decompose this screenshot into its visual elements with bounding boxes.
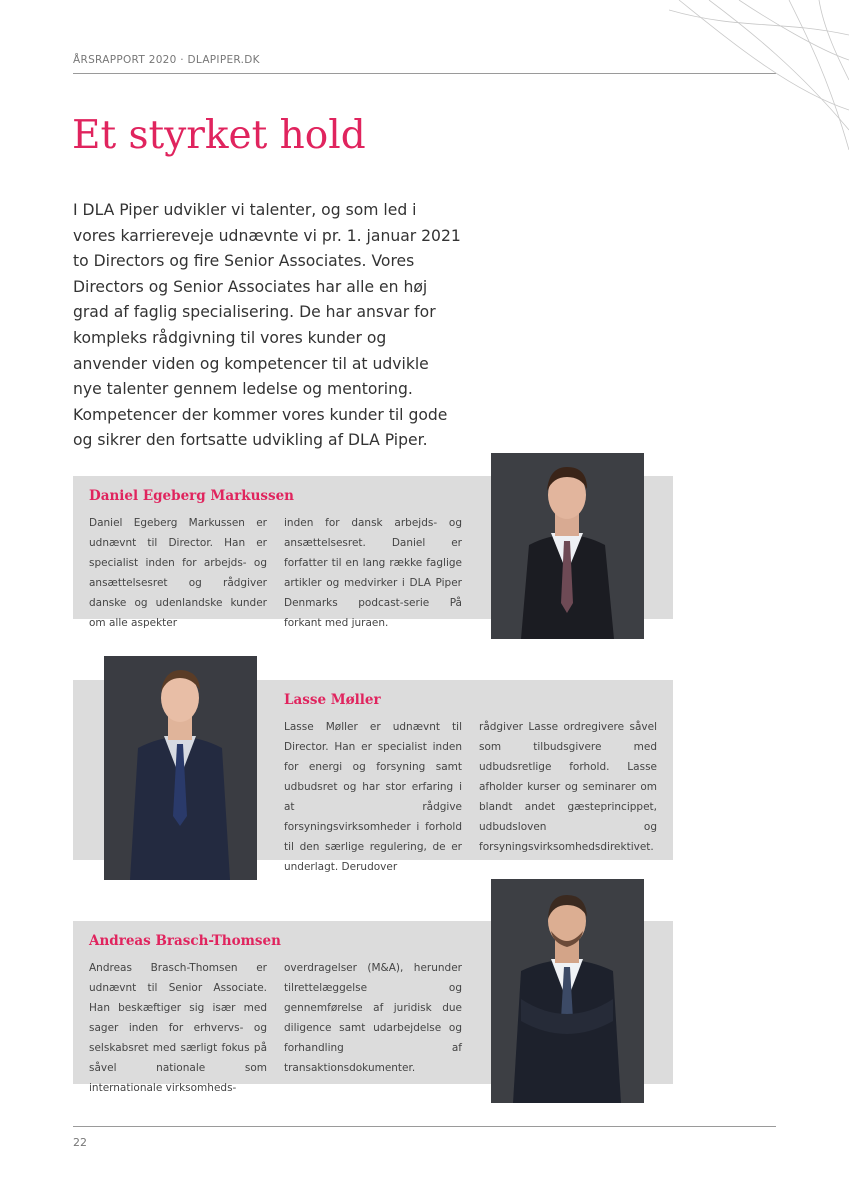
profile-text-col2: overdragelser (M&A), herunder tilrettelæggelse og gennemførelse af juridisk due diligence samt udarbejdelse og forhandling af transaktionsdokumenter. [284,962,462,1074]
profile-text-col2: inden for dansk arbejds- og ansættelsesret. Daniel er forfatter til en lang række faglige artikler og medvirker i DLA Piper Denmarks podcast-serie På forkant med juraen. [284,517,462,629]
page-number: 22 [73,1136,87,1149]
portrait-photo-andreas [491,879,644,1103]
decorative-lines [669,0,849,150]
profile-text-col2: rådgiver Lasse ordregivere såvel som tilbudsgivere med udbudsretlige forhold. Lasse afholder kurser og seminarer om blandt andet gæsteprincippet, udbudsloven og forsyningsvirksomhedsdirektivet. [479,721,657,853]
portrait-photo-daniel [491,453,644,639]
portrait-photo-lasse [104,656,257,880]
profile-name: Daniel Egeberg Markussen [89,488,294,504]
profile-text-col1: Daniel Egeberg Markussen er udnævnt til Director. Han er specialist inden for arbejds- og ansættelsesret og rådgiver danske og udenlandske kunder om alle aspekter [89,517,267,629]
profile-text-col1: Lasse Møller er udnævnt til Director. Han er specialist inden for energi og forsyning samt udbudsret og har stor erfaring i at rådgive forsyningsvirksomheder i forhold til den særlige regulering, de er underlagt. Derudover [284,721,462,873]
intro-paragraph: I DLA Piper udvikler vi talenter, og som led i vores karriereveje udnævnte vi pr. 1. januar 2021 to Directors og fire Senior Associates. Vores Directors og Senior Associates har alle en høj grad af faglig specialisering. De har ansvar for kompleks rådgivning til vores kunder og anvender viden og kompetencer til at udvikle nye talenter gennem ledelse og mentoring. Kompetencer der kommer vores kunder til gode og sikrer den fortsatte udvikling af DLA Piper. [73,201,461,450]
page-title: Et styrket hold [72,113,366,158]
profile-name: Andreas Brasch-Thomsen [89,933,281,949]
running-head: ÅRSRAPPORT 2020 · DLAPIPER.DK [73,54,260,66]
footer-divider [73,1126,776,1127]
profile-text-col1: Andreas Brasch-Thomsen er udnævnt til Senior Associate. Han beskæftiger sig især med sager inden for erhvervs- og selskabsret med særligt fokus på såvel nationale som internationale virksomheds- [89,962,267,1094]
profile-name: Lasse Møller [284,692,381,708]
